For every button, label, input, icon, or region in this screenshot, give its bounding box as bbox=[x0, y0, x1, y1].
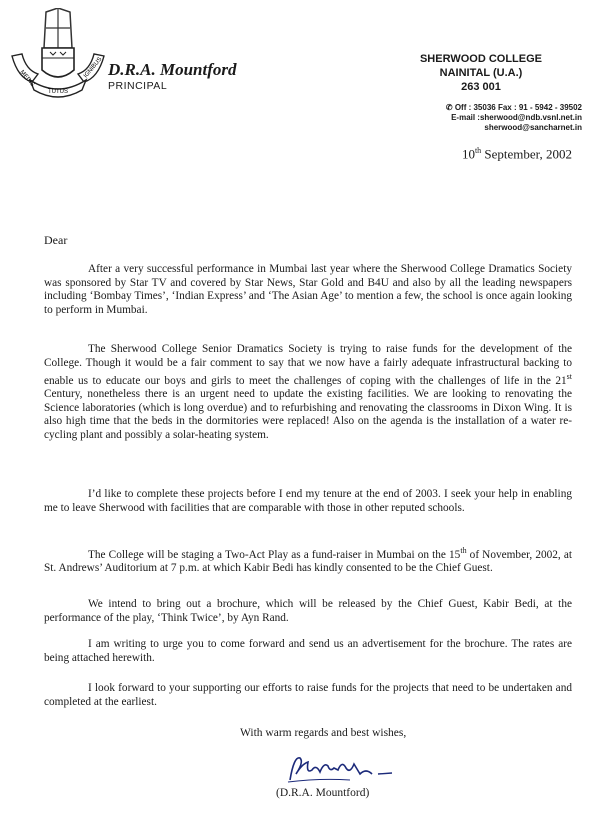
college-city: NAINITAL (U.A.) bbox=[439, 67, 523, 79]
paragraph-6: I am writing to urge you to come forward and send us an advertisement for the brochure. The rates are being attached herewith. bbox=[44, 638, 572, 664]
college-address-block bbox=[420, 52, 542, 94]
date-rest: September, 2002 bbox=[481, 146, 572, 162]
paragraph-2-part-a: The Sherwood College Senior Dramatics Society is trying to raise funds for the development of the College. Though it would be a fair comment to say that we now have a fairly adequate infrastructural backing to enable us to educate our boys and girls to meet the challenges of coping with the challenges of life in the 21 bbox=[44, 343, 572, 387]
contact-email-2: sherwood@sancharnet.in bbox=[484, 123, 582, 132]
crest-motto-center: TUTUS bbox=[48, 89, 68, 95]
college-crest-logo bbox=[8, 8, 108, 100]
paragraph-1: After a very successful performance in Mumbai last year where the Sherwood College Dramatics Society was sponsored by Star TV and covered by Star News, Star Gold and B4U and also by all the leading newspapers including ‘Bombay Times’, ‘Indian Express’ and ‘The Asian Age’ to mention a few, the school is once again looking to perform in Mumbai. bbox=[44, 263, 572, 316]
salutation: Dear bbox=[44, 233, 68, 247]
college-pin: 263 001 bbox=[461, 81, 501, 93]
paragraph-2-sup: st bbox=[566, 372, 572, 381]
signatory-name: (D.R.A. Mountford) bbox=[276, 787, 370, 799]
paragraph-3: I’d like to complete these projects before I end my tenure at the end of 2003. I seek your help in enabling me to leave Sherwood with facilities that are comparable with those in other reputed schools. bbox=[44, 488, 572, 514]
paragraph-4-part-b: of November, 2002, at St. Andrews’ Auditorium at 7 p.m. at which Kabir Bedi has kindly consented to be the Chief Guest. bbox=[44, 548, 572, 575]
handwritten-signature bbox=[280, 752, 400, 786]
paragraph-4-sup: th bbox=[460, 546, 467, 555]
paragraph-7: I look forward to your supporting our efforts to raise funds for the projects that need to be undertaken and completed at the earliest. bbox=[44, 682, 572, 708]
paragraph-2-part-b: Century, nonetheless there is an urgent need to update the existing facilities. We are looking to renovating the Science laboratories (which is long overdue) and to refurbishing and renovating the classrooms in Dixon Wing. It is also high time that the beds in the dormitories were replaced! Also on the agenda is the installation of a water re-cycling plant and possibly a solar-heating system. bbox=[44, 388, 572, 441]
contact-block bbox=[446, 103, 582, 133]
closing-line: With warm regards and best wishes, bbox=[240, 727, 407, 739]
letter-date bbox=[462, 146, 572, 162]
date-suffix: th bbox=[474, 146, 482, 155]
contact-email-1: E-mail :sherwood@ndb.vsnl.net.in bbox=[451, 113, 582, 122]
principal-title: PRINCIPAL bbox=[108, 80, 168, 92]
paragraph-2 bbox=[44, 343, 572, 442]
paragraph-4-part-a: The College will be staging a Two-Act Play as a fund-raiser in Mumbai on the 15 bbox=[88, 548, 461, 561]
date-day: 10 bbox=[461, 146, 475, 162]
crest-motto-left: MEDIS bbox=[18, 69, 36, 88]
principal-name: D.R.A. Mountford bbox=[108, 60, 237, 79]
paragraph-5: We intend to bring out a brochure, which will be released by the Chief Guest, Kabir Bedi, at the performance of the play, ‘Think Twice’, by Ayn Rand. bbox=[44, 598, 572, 624]
crest-motto-right: IGNIBUS bbox=[82, 56, 104, 80]
contact-phone: ✆ Off : 35036 Fax : 91 - 5942 - 39502 bbox=[445, 103, 582, 112]
paragraph-4 bbox=[44, 544, 572, 576]
college-name: SHERWOOD COLLEGE bbox=[419, 53, 542, 65]
